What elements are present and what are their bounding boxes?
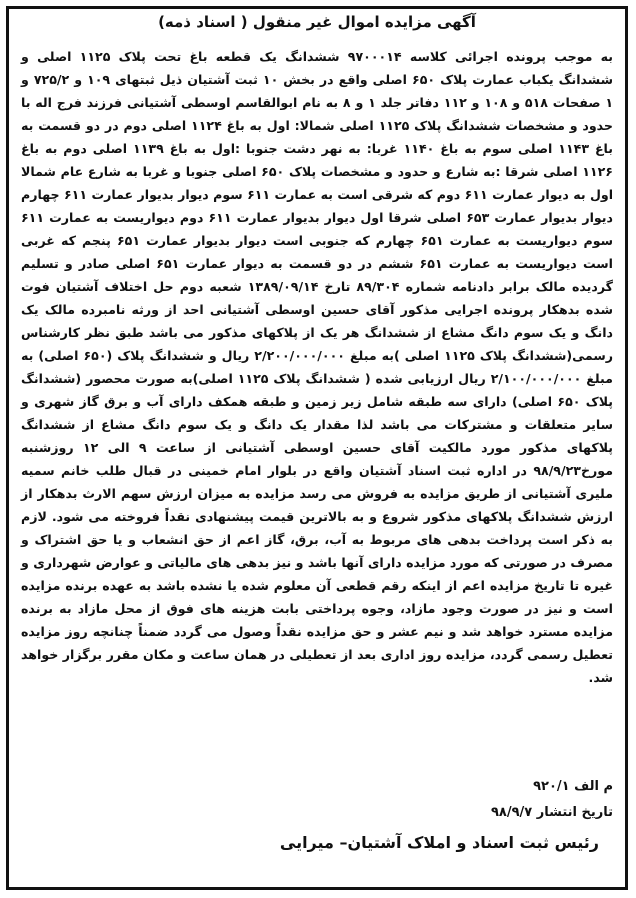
notice-body-paragraph: به موجب پرونده اجرائی کلاسه ۹۷۰۰۰۱۴ ششدانگ یک قطعه باغ تحت پلاک ۱۱۲۵ اصلی و ششدانگ یکباب عمارت پلاک ۶۵۰ اصلی واقع در بخش ۱۰ ثبت آشتیان ذیل ثبتهای ۱۰۹ و ۷۲۵/۲ و ۱ صفحات ۵۱۸ و ۱۰۸ و ۱۱۲ دفاتر جلد ۱ و ۸ به نام ابوالقاسم اوسطی آشتیانی فرزند فرج اله با حدود و مشخصات ششدانگ پلاک ۱۱۲۵ اصلی شمالا: اول به باغ ۱۱۲۴ اصلی دوم در دو قسمت به باغ ۱۱۴۳ اصلی سوم به باغ ۱۱۴۰ غربا: به نهر دشت جنوبا :اول به باغ ۱۱۳۹ اصلی دوم به باغ ۱۱۲۶ اصلی شرقا :به شارع و حدود و مشخصات پلاک ۶۵۰ اصلی جنوبا و غربا به شارع عام شمالا اول به دیوار عمارت ۶۱۱ دوم که شرقی است به عمارت ۶۱۱ سوم دیوار بدیوار عمارت ۶۱۱ چهارم دیوار بدیوار عمارت ۶۵۳ اصلی شرقا اول دیوار بدیوار عمارت ۶۱۱ دوم دیواریست به عمارت ۶۱۱ سوم دیواریست به عمارت ۶۵۱ چهارم که جنوبی است دیوار بدیوار عمارت ۶۵۱ پنجم که غربی است دیواریست به عمارت ۶۵۱ ششم در دو قسمت به دیوار عمارت ۶۵۱ اصلی صادر و تسلیم گردیده مالک برابر دادنامه شماره ۸۹/۳۰۴ تارخ ۱۳۸۹/۰۹/۱۴ شعبه دوم حل اختلاف آشتیان فوت شده بدهکار پرونده اجرایی مذکور آقای حسین اوسطی آشتیانی احد از ورثه نامبرده مالک یک دانگ و یک سوم دانگ مشاع از ششدانگ هر یک از پلاکهای مذکور می باشد طبق نظر کارشناس رسمی(ششدانگ پلاک ۱۱۲۵ اصلی )به مبلغ ۲/۲۰۰/۰۰۰/۰۰۰ ریال و ششدانگ پلاک (۶۵۰ اصلی) به مبلغ ۲/۱۰۰/۰۰۰/۰۰۰ ریال ارزیابی شده ( ششدانگ پلاک ۱۱۲۵ اصلی)به صورت محصور (ششدانگ پلاک ۶۵۰ اصلی) دارای سه طبقه شامل زیر زمین و طبقه همکف دارای آب و برق گاز شهری و سایر متعلقات و مشترکات می باشد لذا مقدار یک دانگ و یک سوم دانگ مشاع از ششدانگ پلاکهای مذکور مورد مالکیت آقای حسین اوسطی آشتیانی از ساعت ۹ الی ۱۲ روزشنبه مورخ۹۸/۹/۲۳ در اداره ثبت اسناد آشتیان واقع در بلوار امام خمینی در قبال طلب خانم سمیه ملیری آشتیانی از طریق مزایده به فروش می رسد مزایده به میزان ارزش سهم الارث بدهکار از ارزش ششدانگ پلاکهای مذکور شروع و به بالاترین قیمت پیشنهادی نقداً فروخته می شود. لازم به ذکر است پرداخت بدهی های مربوط به آب، برق، گاز اعم از حق انشعاب و یا حق اشتراک و مصرف در صورتی که مورد مزایده دارای آنها باشد و نیز بدهی های مالیاتی و عوارض شهرداری و غیره تا تاریخ مزایده اعم از اینکه رقم قطعی آن معلوم شده یا نشده باشد به عهده برنده مزایده است و نیز در صورت وجود مازاد، وجوه پرداختی بابت هزینه های فوق از محل مازاد به برنده مزایده مسترد خواهد شد و نیم عشر و حق مزایده نقداً وصول می گردد ضمناً چنانچه روز مزایده تعطیل رسمی گردد، مزایده روز اداری بعد از تعطیلی در همان ساعت و مکان مقرر برگزار خواهد شد. bbox=[21, 49, 614, 685]
publication-date: تاریخ انتشار ۹۸/۹/۷ bbox=[490, 805, 613, 820]
signature-line: رئیس ثبت اسناد و املاک آشتیان– میرایی bbox=[279, 833, 599, 852]
reference-number: م الف ۹۲۰/۱ bbox=[533, 779, 613, 794]
notice-title: آگهی مزایده اموال غیر منقول ( اسناد ذمه) bbox=[158, 13, 476, 31]
notice-body bbox=[21, 45, 613, 689]
notice-frame bbox=[6, 6, 628, 890]
